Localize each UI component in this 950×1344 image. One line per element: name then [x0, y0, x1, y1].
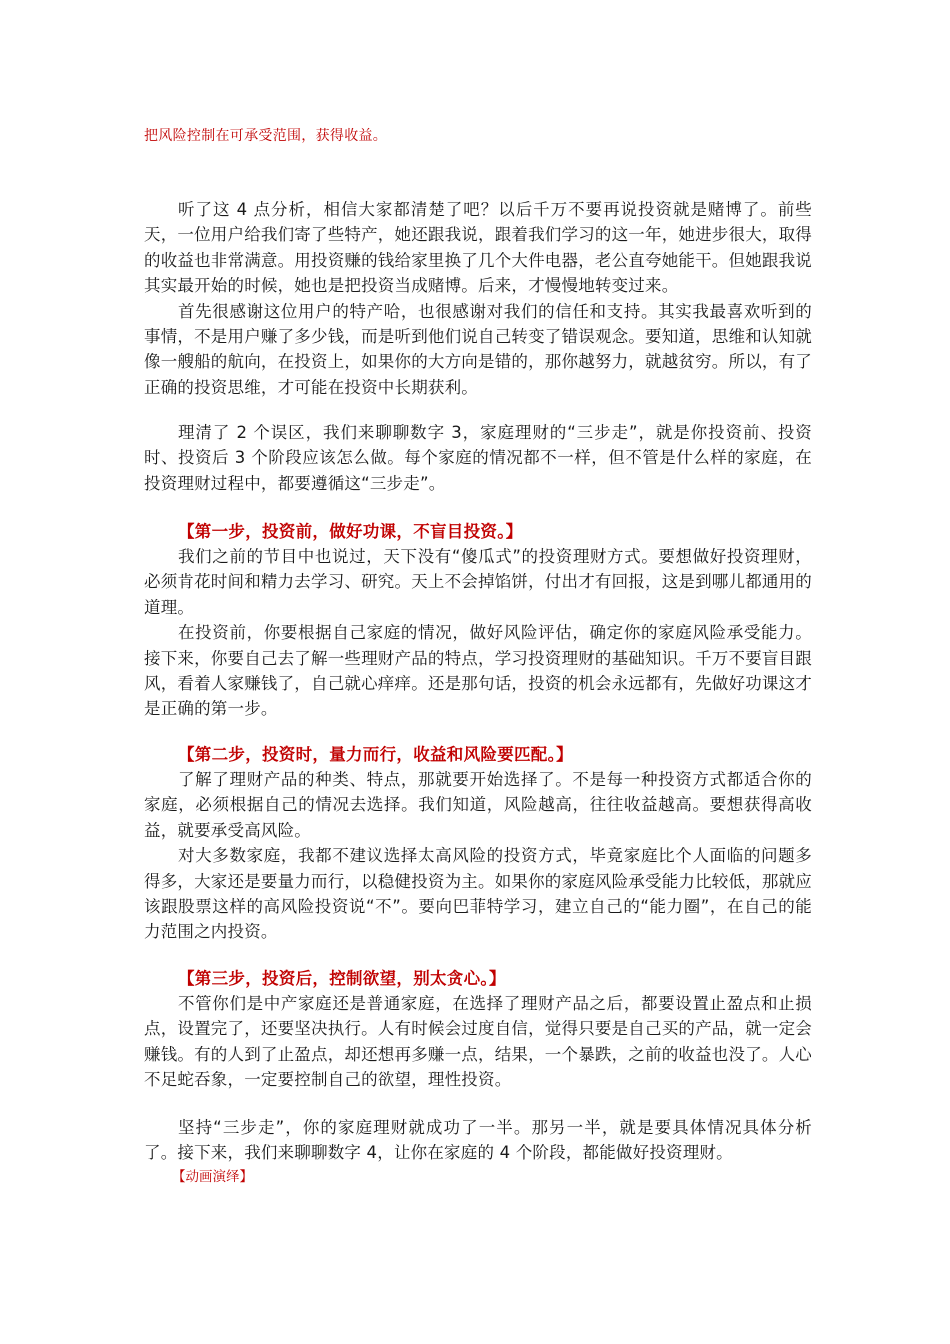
conclusion-paragraph: 坚持“三步走”，你的家庭理财就成功了一半。那另一半，就是要具体情况具体分析了。接下来，我们来聊聊数字 4，让你在家庭的 4 个阶段，都能做好投资理财。	[144, 1118, 812, 1163]
step2-heading: 【第二步，投资时，量力而行，收益和风险要匹配。】	[178, 745, 573, 764]
step2-section	[144, 742, 812, 945]
animation-tag: 【动画演绎】	[172, 1168, 253, 1185]
step2-paragraph-1: 了解了理财产品的种类、特点，那就要开始选择了。不是每一种投资方式都适合你的家庭，必须根据自己的情况去选择。我们知道，风险越高，往往收益越高。要想获得高收益，就要承受高风险。	[144, 770, 812, 840]
conclusion-section	[144, 1115, 812, 1186]
intro-section	[144, 197, 812, 400]
step1-paragraph-1: 我们之前的节目中也说过，天下没有“傻瓜式”的投资理财方式。要想做好投资理财，必须肯花时间和精力去学习、研究。天上不会掉馅饼，付出才有回报，这是到哪儿都通用的道理。	[144, 547, 812, 617]
intro-paragraph-2: 首先很感谢这位用户的特产哈，也很感谢对我们的信任和支持。其实我最喜欢听到的事情，不是用户赚了多少钱，而是听到他们说自己转变了错误观念。要知道，思维和认知就像一艘船的航向，在投资上，如果你的大方向是错的，那你越努力，就越贫穷。所以，有了正确的投资思维，才可能在投资中长期获利。	[144, 301, 812, 397]
step3-paragraph-1: 不管你们是中产家庭还是普通家庭，在选择了理财产品之后，都要设置止盈点和止损点，设置完了，还要坚决执行。人有时候会过度自信，觉得只要是自己买的产品，就一定会赚钱。有的人到了止盈点，却还想再多赚一点，结果，一个暴跌，之前的收益也没了。人心不足蛇吞象，一定要控制自己的欲望，理性投资。	[144, 994, 812, 1090]
step3-section	[144, 966, 812, 1093]
step1-heading: 【第一步，投资前，做好功课，不盲目投资。】	[178, 522, 523, 541]
step1-section	[144, 519, 812, 722]
three-steps-intro-section	[144, 420, 812, 496]
intro-paragraph-1: 听了这 4 点分析，相信大家都清楚了吧？以后千万不要再说投资就是赌博了。前些天，一位用户给我们寄了些特产，她还跟我说，跟着我们学习的这一年，她进步很大，取得的收益也非常满意。用投资赚的钱给家里换了几个大件电器，老公直夸她能干。但她跟我说其实最开始的时候，她也是把投资当成赌博。后来，才慢慢地转变过来。	[144, 200, 812, 296]
three-steps-intro-paragraph: 理清了 2 个误区，我们来聊聊数字 3，家庭理财的“三步走”，就是你投资前、投资时、投资后 3 个阶段应该怎么做。每个家庭的情况都不一样，但不管是什么样的家庭，在投资理财过程中，都要遵循这“三步走”。	[144, 423, 812, 493]
step3-heading: 【第三步，投资后，控制欲望，别太贪心。】	[178, 969, 506, 988]
step2-paragraph-2: 对大多数家庭，我都不建议选择太高风险的投资方式，毕竟家庭比个人面临的问题多得多，大家还是要量力而行，以稳健投资为主。如果你的家庭风险承受能力比较低，那就应该跟股票这样的高风险投资说“不”。要向巴菲特学习，建立自己的“能力圈”，在自己的能力范围之内投资。	[144, 846, 812, 942]
step1-paragraph-2: 在投资前，你要根据自己家庭的情况，做好风险评估，确定你的家庭风险承受能力。接下来，你要自己去了解一些理财产品的特点，学习投资理财的基础知识。千万不要盲目跟风，看着人家赚钱了，自己就心痒痒。还是那句话，投资的机会永远都有，先做好功课这才是正确的第一步。	[144, 623, 812, 719]
top-note: 把风险控制在可承受范围，获得收益。	[144, 128, 388, 144]
